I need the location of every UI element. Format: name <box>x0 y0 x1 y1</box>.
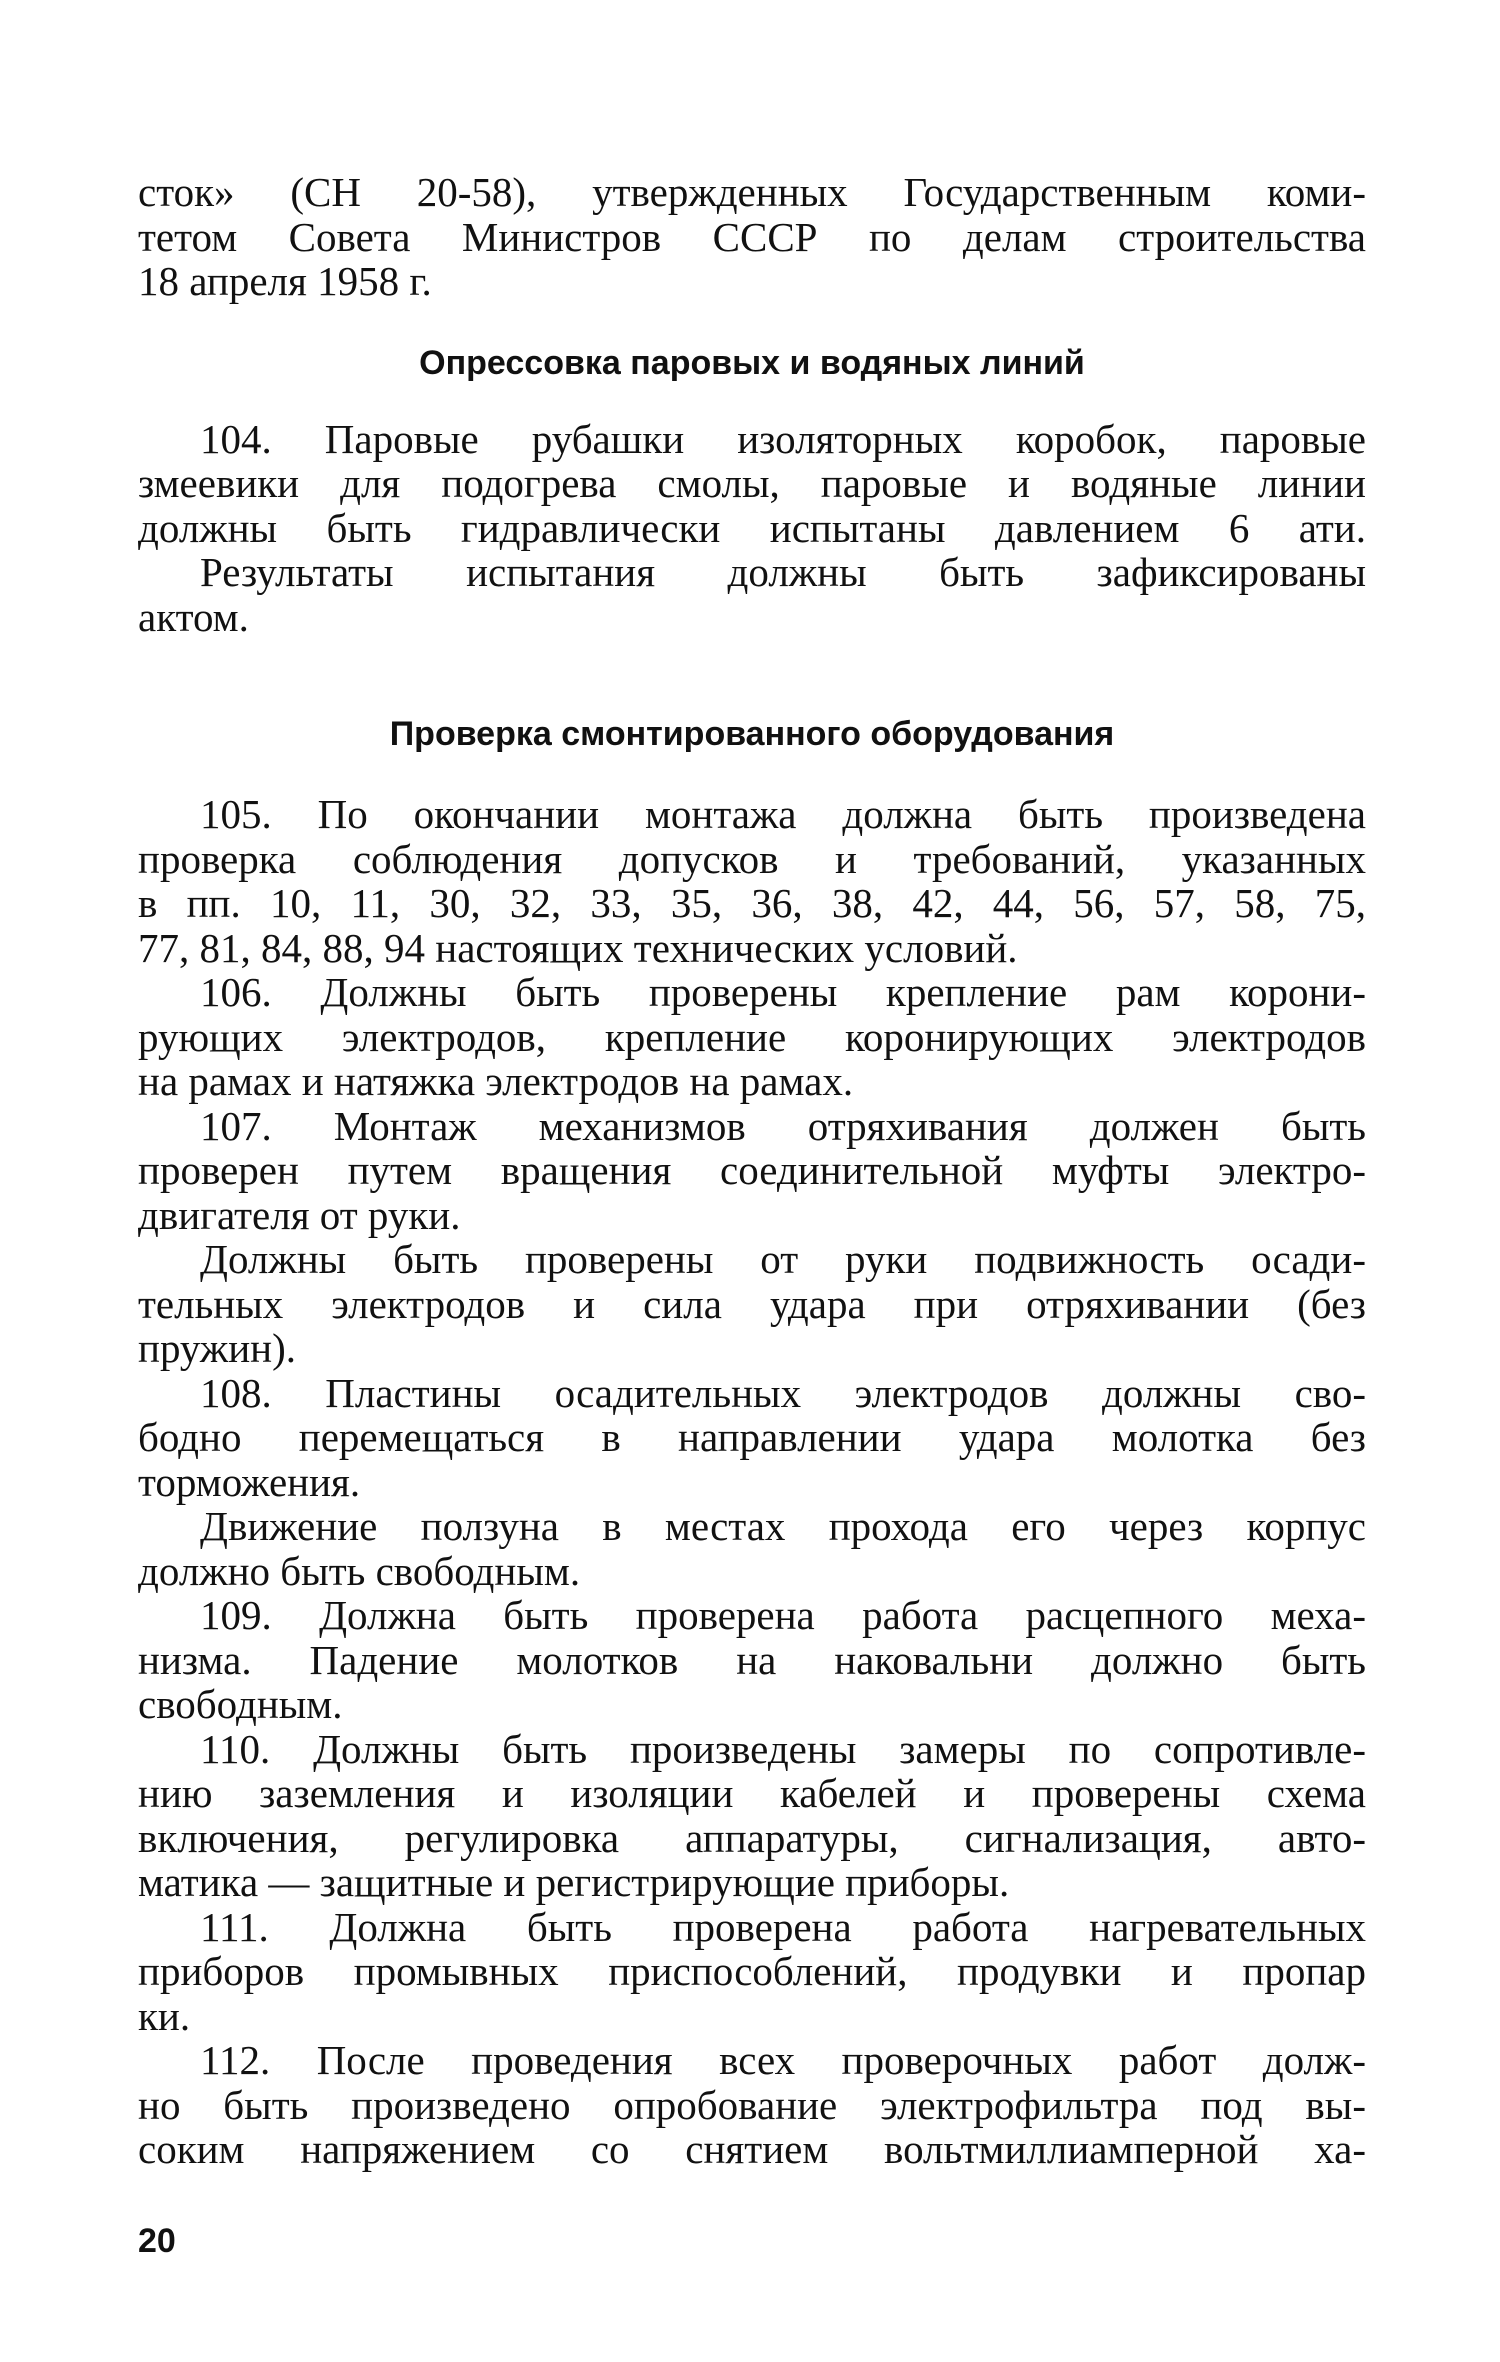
text-line: соким напряжением со снятием вольтмиллиамперной ха- <box>138 2126 1366 2172</box>
text-line: но быть произведено опробование электрофильтра под вы- <box>138 2081 1366 2128</box>
text-line: тельных электродов и сила удара при отряхивании (без <box>138 1280 1366 1327</box>
text-line: на рамах и натяжка электродов на рамах. <box>138 1058 854 1104</box>
text-line: включения, регулировка аппаратуры, сигнализация, авто- <box>138 1814 1366 1861</box>
text-line: сток» (СН 20-58), утвержденных Государственным коми- <box>138 169 1366 215</box>
text-line: 112. После проведения всех проверочных работ долж- <box>200 2037 1366 2083</box>
text-line: 110. Должны быть произведены замеры по сопротивле- <box>200 1725 1366 1772</box>
text-line: должны быть гидравлически испытаны давлением 6 ати. <box>138 504 1366 551</box>
text-line: Результаты испытания должны быть зафиксированы <box>200 549 1366 595</box>
text-line: ки. <box>138 1992 191 2039</box>
text-line: 109. Должна быть проверена работа расцепного меха- <box>200 1592 1366 1638</box>
text-line: 104. Паровые рубашки изоляторных коробок, паровые <box>200 415 1366 462</box>
text-line: низма. Падение молотков на наковальни должно быть <box>138 1636 1366 1683</box>
text-line: должно быть свободным. <box>138 1547 581 1594</box>
text-line: проверен путем вращения соединительной муфты электро- <box>138 1147 1366 1193</box>
text-line: свободным. <box>138 1681 343 1727</box>
text-line: 105. По окончании монтажа должна быть произведена <box>200 791 1366 837</box>
text-line: змеевики для подогрева смолы, паровые и водяные линии <box>138 460 1366 506</box>
page-body <box>138 170 1366 2172</box>
text-line: бодно перемещаться в направлении удара молотка без <box>138 1414 1366 1460</box>
page-number: 20 <box>138 2222 176 2260</box>
text-line: приборов промывных приспособлений, продувки и пропар <box>138 1948 1366 1994</box>
text-line: тетом Совета Министров СССР по делам строительства <box>138 213 1366 260</box>
text-line: пружин). <box>138 1325 296 1371</box>
text-line: проверка соблюдения допусков и требований, указанных <box>138 835 1366 882</box>
text-line: матика — защитные и регистрирующие приборы. <box>138 1859 1010 1905</box>
text-line: 111. Должна быть проверена работа нагревательных <box>200 1903 1366 1950</box>
section-heading: Проверка смонтированного оборудования <box>389 715 1115 753</box>
text-line: 107. Монтаж механизмов отряхивания должен быть <box>200 1102 1366 1149</box>
text-line: 77, 81, 84, 88, 94 настоящих технических условий. <box>138 924 1018 971</box>
text-line: в пп. 10, 11, 30, 32, 33, 35, 36, 38, 42, 44, 56, 57, 58, 75, <box>138 880 1366 926</box>
text-line: рующих электродов, крепление коронирующих электродов <box>138 1013 1366 1060</box>
text-line: 18 апреля 1958 г. <box>138 258 432 304</box>
section-heading: Опрессовка паровых и водяных линий <box>419 343 1085 382</box>
text-line: торможения. <box>138 1458 361 1505</box>
intro-paragraph <box>138 170 1366 304</box>
text-line: нию заземления и изоляции кабелей и проверены схема <box>138 1770 1366 1816</box>
text-line: двигателя от руки. <box>138 1191 461 1238</box>
text-line: Должны быть проверены от руки подвижность осади- <box>200 1236 1366 1282</box>
section-2-text <box>138 792 1366 2172</box>
text-line: 108. Пластины осадительных электродов должны сво- <box>200 1369 1366 1416</box>
text-line: актом. <box>138 593 249 640</box>
text-line: 106. Должны быть проверены крепление рам корони- <box>200 969 1366 1015</box>
section-1-text <box>138 417 1366 640</box>
text-line: Движение ползуна в местах прохода его через корпус <box>200 1503 1366 1549</box>
